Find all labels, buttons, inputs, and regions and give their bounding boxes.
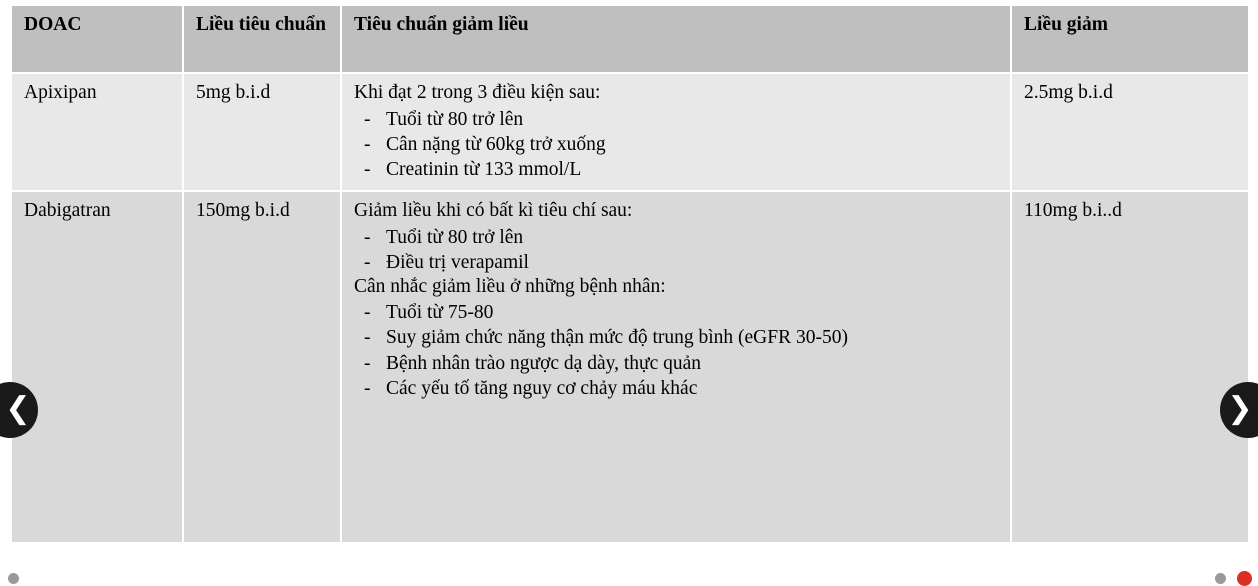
criteria-list [354,225,1000,276]
doac-dosing-table [10,4,1253,544]
column-header-reduction-criteria: Tiêu chuẩn giảm liều [341,5,1011,73]
list-item: - Các yếu tố tăng nguy cơ chảy máu khác [354,376,1000,401]
list-item: - Cân nặng từ 60kg trở xuống [354,132,1000,157]
list-item: - Creatinin từ 133 mmol/L [354,157,1000,182]
table-header-row [11,5,1249,73]
list-item: - Điều trị verapamil [354,250,1000,275]
list-item: - Suy giảm chức năng thận mức độ trung bình (eGFR 30-50) [354,325,1000,350]
table-row [11,73,1249,191]
criteria-list [354,107,1000,183]
list-item: - Bệnh nhân trào ngược dạ dày, thực quản [354,351,1000,376]
bottom-right-record-dot [1237,571,1252,586]
cell-reduction-criteria [341,191,1011,543]
criteria-intro-text: Giảm liều khi có bất kì tiêu chí sau: [354,199,633,221]
cell-reduction-criteria [341,73,1011,191]
cell-drug-name: Apixipan [11,73,183,191]
cell-drug-name: Dabigatran [11,191,183,543]
list-item: - Tuổi từ 75-80 [354,300,1000,325]
list-item: - Tuổi từ 80 trở lên [354,225,1000,250]
table-row [11,191,1249,543]
cell-reduced-dose: 110mg b.i..d [1011,191,1249,543]
cell-reduced-dose: 2.5mg b.i.d [1011,73,1249,191]
cell-standard-dose: 5mg b.i.d [183,73,341,191]
chevron-right-icon: ❯ [1227,390,1253,426]
bottom-left-indicator-dot [8,573,19,584]
criteria-secondary-list [354,300,1000,401]
chevron-left-icon: ❮ [5,390,31,426]
cell-standard-dose: 150mg b.i.d [183,191,341,543]
list-item: - Tuổi từ 80 trở lên [354,107,1000,132]
bottom-right-indicator-dot [1215,573,1226,584]
column-header-doac: DOAC [11,5,183,73]
column-header-standard-dose: Liều tiêu chuẩn [183,5,341,73]
criteria-intro-text: Khi đạt 2 trong 3 điều kiện sau: [354,82,601,103]
column-header-reduced-dose: Liều giảm [1011,5,1249,73]
criteria-secondary-intro-text: Cân nhắc giảm liều ở những bệnh nhân: [354,276,666,298]
